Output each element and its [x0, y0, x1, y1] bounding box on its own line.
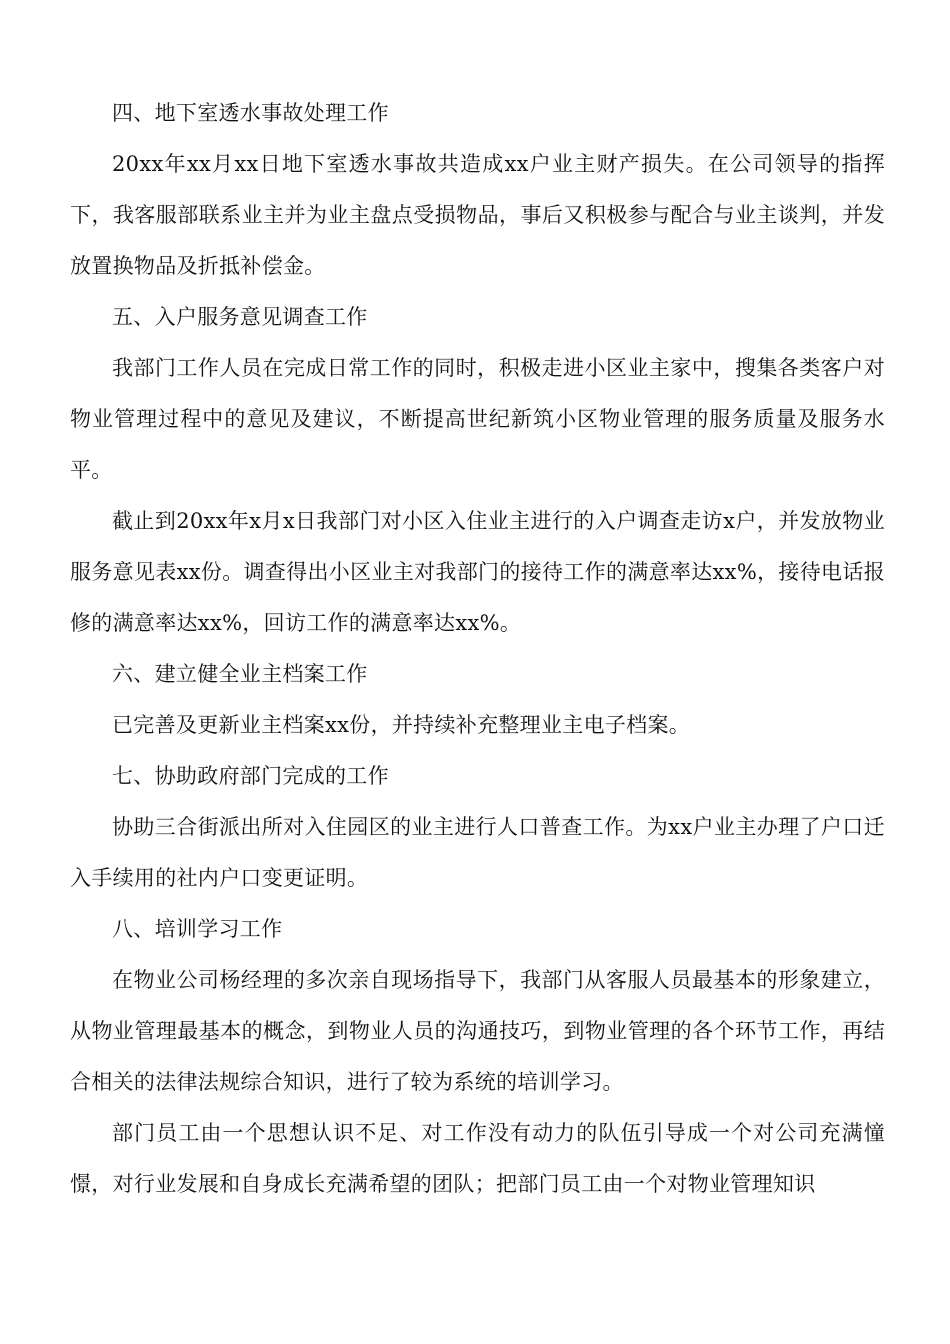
paragraph: 20xx年xx月xx日地下室透水事故共造成xx户业主财产损失。在公司领导的指挥下，我客服部联系业主并为业主盘点受损物品，事后又积极参与配合与业主谈判，并发放置换物品及折抵补偿金。: [70, 152, 885, 278]
section-heading-6: 六、建立健全业主档案工作: [112, 662, 368, 686]
section-heading-8: 八、培训学习工作: [112, 917, 283, 941]
section-heading-5: 五、入户服务意见调查工作: [112, 305, 368, 329]
section-heading-4: 四、地下室透水事故处理工作: [112, 101, 389, 125]
paragraph: 已完善及更新业主档案xx份，并持续补充整理业主电子档案。: [112, 713, 691, 737]
document-body: [70, 88, 885, 1210]
paragraph: 部门员工由一个思想认识不足、对工作没有动力的队伍引导成一个对公司充满憧憬，对行业发展和自身成长充满希望的团队；把部门员工由一个对物业管理知识: [70, 1121, 885, 1196]
section-heading-7: 七、协助政府部门完成的工作: [112, 764, 389, 788]
paragraph: 我部门工作人员在完成日常工作的同时，积极走进小区业主家中，搜集各类客户对物业管理过程中的意见及建议，不断提高世纪新筑小区物业管理的服务质量及服务水平。: [70, 356, 885, 482]
paragraph: 协助三合街派出所对入住园区的业主进行人口普查工作。为xx户业主办理了户口迁入手续用的社内户口变更证明。: [70, 815, 885, 890]
paragraph: 在物业公司杨经理的多次亲自现场指导下，我部门从客服人员最基本的形象建立，从物业管理最基本的概念，到物业人员的沟通技巧，到物业管理的各个环节工作，再结合相关的法律法规综合知识，进行了较为系统的培训学习。: [70, 968, 885, 1094]
paragraph: 截止到20xx年x月x日我部门对小区入住业主进行的入户调查走访x户，并发放物业服务意见表xx份。调查得出小区业主对我部门的接待工作的满意率达xx%，接待电话报修的满意率达xx%，回访工作的满意率达xx%。: [70, 509, 885, 635]
